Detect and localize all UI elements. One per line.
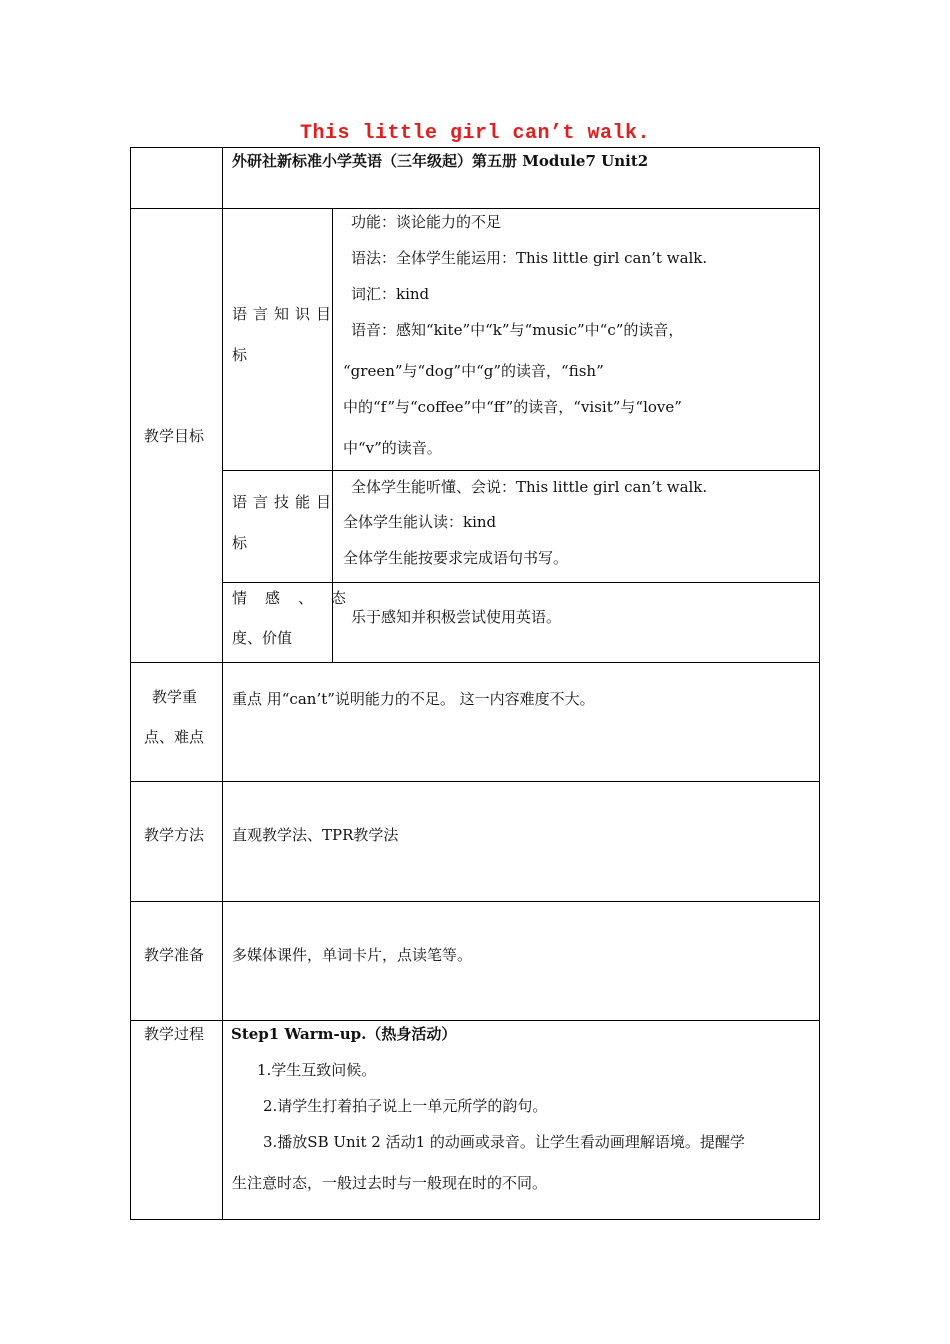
knowledge-line: 语音：感知“kite”中“k”与“music”中“c”的读音，: [351, 321, 684, 339]
process-item: 生注意时态，一般过去时与一般现在时的不同。: [232, 1174, 548, 1192]
document-title: This little girl can’t walk.: [299, 122, 651, 145]
skills-line: 全体学生能认读：kind: [343, 513, 497, 531]
emotion-text: 乐于感知并积极尝试使用英语。: [351, 608, 562, 626]
knowledge-label-line2: 标: [232, 346, 248, 364]
knowledge-label-line1: 语言知识目: [232, 305, 338, 323]
knowledge-line: 语法：全体学生能运用：This little girl can’t walk.: [351, 249, 708, 267]
process-item: 3.播放SB Unit 2 活动1 的动画或录音。让学生看动画理解语境。提醒学: [263, 1133, 745, 1151]
row-divider: [130, 781, 820, 782]
process-label: 教学过程: [144, 1025, 205, 1043]
header-cell-text: 外研社新标准小学英语（三年级起）第五册 Module7 Unit2: [232, 152, 649, 170]
prep-text: 多媒体课件，单词卡片，点读笔等。: [232, 946, 473, 964]
skills-label-line2: 标: [232, 534, 248, 552]
emotion-label-line1: 情感、态: [232, 589, 365, 607]
skills-line: 全体学生能按要求完成语句书写。: [343, 549, 569, 567]
skills-label-line1: 语言技能目: [232, 493, 338, 511]
column-divider: [222, 147, 223, 1220]
knowledge-line: 词汇：kind: [351, 285, 430, 303]
focus-label-line2: 点、难点: [144, 728, 205, 746]
step1-heading: Step1 Warm-up.（热身活动）: [231, 1025, 457, 1043]
focus-text: 重点 用“can’t”说明能力的不足。 这一内容难度不大。: [232, 690, 595, 708]
knowledge-line: “green”与“dog”中“g”的读音，“fish”: [343, 362, 604, 380]
row-divider: [222, 582, 820, 583]
table-border-left: [130, 147, 131, 1220]
table-border-right: [819, 147, 820, 1220]
row-divider: [222, 470, 820, 471]
table-border-top: [130, 147, 820, 148]
row-divider: [130, 901, 820, 902]
objectives-label: 教学目标: [144, 427, 205, 445]
emotion-label-line2: 度、价值: [232, 629, 293, 647]
row-divider: [130, 1020, 820, 1021]
method-text: 直观教学法、TPR教学法: [232, 826, 399, 844]
row-divider: [130, 662, 820, 663]
knowledge-line: 功能：谈论能力的不足: [351, 213, 502, 231]
prep-label: 教学准备: [144, 946, 205, 964]
knowledge-line: 中“v”的读音。: [343, 439, 442, 457]
method-label: 教学方法: [144, 826, 205, 844]
table-border-bottom: [130, 1219, 820, 1220]
row-divider: [130, 208, 820, 209]
focus-label-line1: 教学重: [152, 688, 198, 706]
process-item: 2.请学生打着拍子说上一单元所学的韵句。: [263, 1097, 548, 1115]
process-item: 1.学生互致问候。: [257, 1061, 377, 1079]
skills-line: 全体学生能听懂、会说：This little girl can’t walk.: [351, 478, 708, 496]
knowledge-line: 中的“f”与“coffee”中“ff”的读音，“visit”与“love”: [343, 398, 682, 416]
